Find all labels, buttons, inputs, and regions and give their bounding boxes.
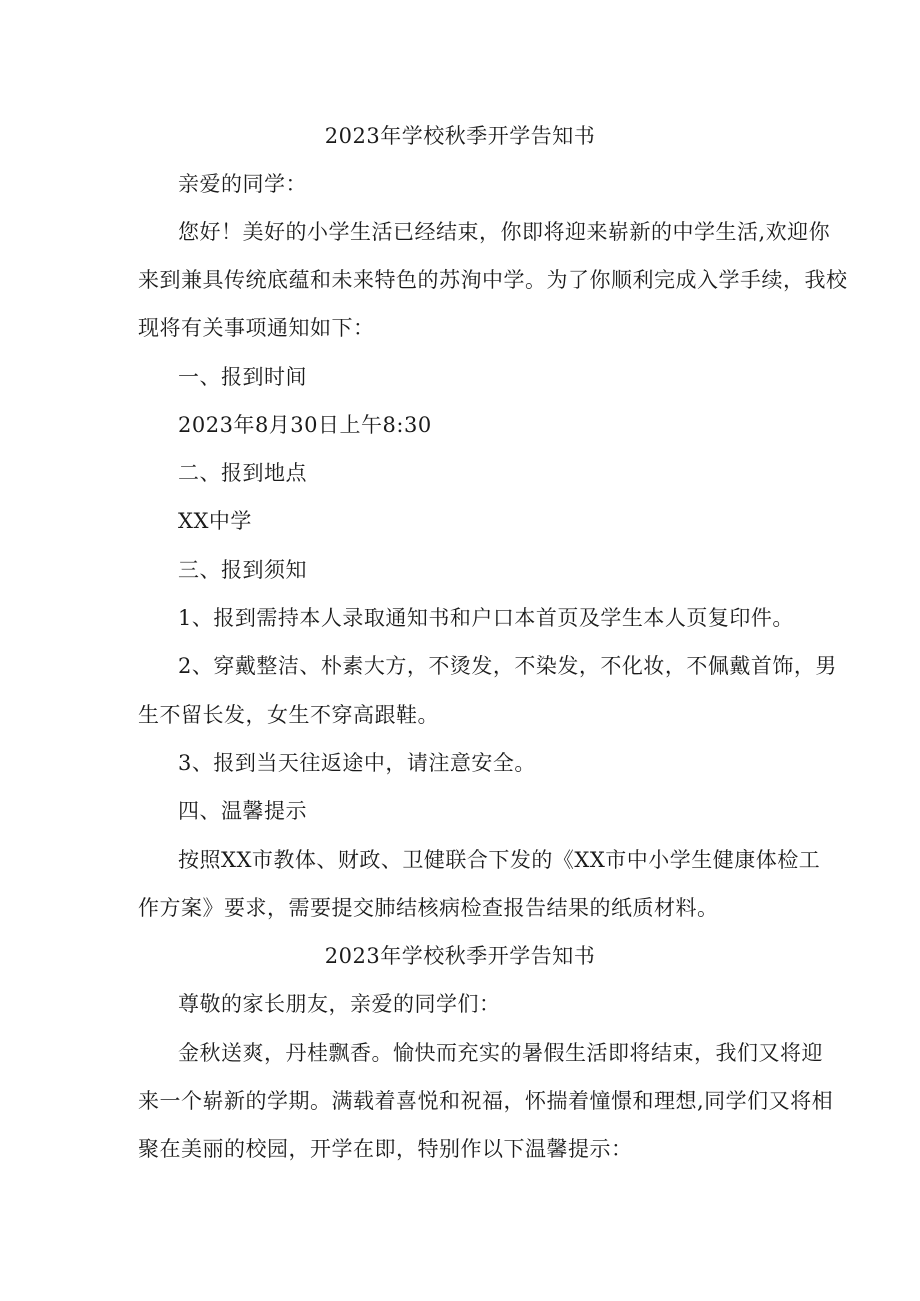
tip-line: 作方案》要求，需要提交肺结核病检查报告结果的纸质材料。 [138, 896, 719, 920]
section-heading-tips: 四、温馨提示 [178, 799, 307, 823]
intro-line: 来到兼具传统底蕴和未来特色的苏洵中学。为了你顺利完成入学手续，我校 [138, 268, 848, 292]
notice-item-3: 3、报到当天往返途中，请注意安全。 [178, 751, 536, 775]
intro-2-line: 金秋送爽，丹桂飘香。愉快而充实的暑假生活即将结束，我们又将迎 [178, 1041, 823, 1065]
report-place: XX中学 [178, 509, 252, 533]
intro-2-line: 聚在美丽的校园，开学在即，特别作以下温馨提示： [138, 1137, 633, 1161]
notice-item-2: 2、穿戴整洁、朴素大方，不烫发，不染发，不化妆，不佩戴首饰，男 [178, 654, 837, 678]
notice-item-2-cont: 生不留长发，女生不穿高跟鞋。 [138, 703, 439, 727]
section-heading-notice: 三、报到须知 [178, 558, 307, 582]
document-title-2: 2023年学校秋季开学告知书 [324, 944, 596, 968]
section-heading-time: 一、报到时间 [178, 365, 307, 389]
tip-line: 按照XX市教体、财政、卫健联合下发的《XX市中小学生健康体检工 [178, 848, 821, 872]
intro-line: 现将有关事项通知如下： [138, 316, 375, 340]
greeting-2: 尊敬的家长朋友，亲爱的同学们： [178, 992, 501, 1016]
section-heading-place: 二、报到地点 [178, 461, 307, 485]
intro-line: 您好！美好的小学生活已经结束，你即将迎来崭新的中学生活,欢迎你 [178, 220, 831, 244]
document-title: 2023年学校秋季开学告知书 [324, 124, 596, 148]
notice-item-1: 1、报到需持本人录取通知书和户口本首页及学生本人页复印件。 [178, 606, 794, 630]
greeting: 亲爱的同学： [178, 172, 307, 196]
report-time: 2023年8月30日上午8:30 [178, 413, 432, 437]
intro-2-line: 来一个崭新的学期。满载着喜悦和祝福，怀揣着憧憬和理想,同学们又将相 [138, 1089, 834, 1113]
